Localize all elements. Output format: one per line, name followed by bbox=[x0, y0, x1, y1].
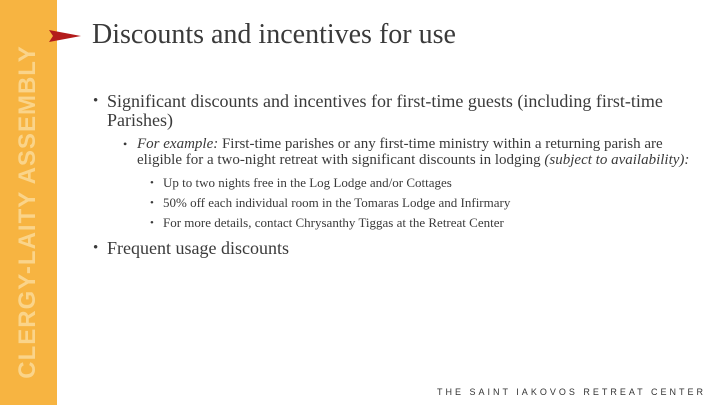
bullet-text: First-time parishes or any first-time ministry within a returning parish are eligible for a two-night retreat with significant discounts in lodging bbox=[137, 136, 663, 168]
bullet-marker: • bbox=[123, 137, 128, 151]
sidebar-vertical-label: CLERGY-LAITY ASSEMBLY bbox=[14, 45, 41, 379]
sub-bullet-log-lodge bbox=[147, 175, 702, 191]
bullet-text: Significant discounts and incentives for first-time guests (including first-time Parishes) bbox=[107, 91, 663, 130]
bullet-marker: • bbox=[93, 240, 99, 256]
bullet-marker: • bbox=[150, 217, 154, 229]
bullet-marker: • bbox=[93, 93, 99, 109]
italic-tail: (subject to availability): bbox=[544, 152, 690, 168]
bullet-list bbox=[92, 92, 702, 264]
bullet-text: Up to two nights free in the Log Lodge and/or Cottages bbox=[163, 175, 452, 190]
bullet-for-example bbox=[121, 136, 702, 168]
sidebar-band bbox=[0, 0, 57, 405]
bullet-marker: • bbox=[150, 197, 154, 209]
italic-lead: For example: bbox=[137, 136, 219, 152]
bullet-frequent-usage bbox=[92, 239, 702, 258]
slide-title: Discounts and incentives for use bbox=[92, 19, 456, 50]
bullet-text: Frequent usage discounts bbox=[107, 238, 289, 258]
bullet-first-time-guests bbox=[92, 92, 702, 130]
footer-label: THE SAINT IAKOVOS RETREAT CENTER bbox=[436, 387, 706, 397]
bullet-text: For more details, contact Chrysanthy Tiggas at the Retreat Center bbox=[163, 215, 504, 230]
bullet-text: 50% off each individual room in the Tomaras Lodge and Infirmary bbox=[163, 195, 511, 210]
sub-bullet-contact bbox=[147, 215, 702, 231]
pennant-flag-icon bbox=[49, 30, 81, 42]
bullet-marker: • bbox=[150, 177, 154, 189]
sub-bullet-tomaras-lodge bbox=[147, 195, 702, 211]
